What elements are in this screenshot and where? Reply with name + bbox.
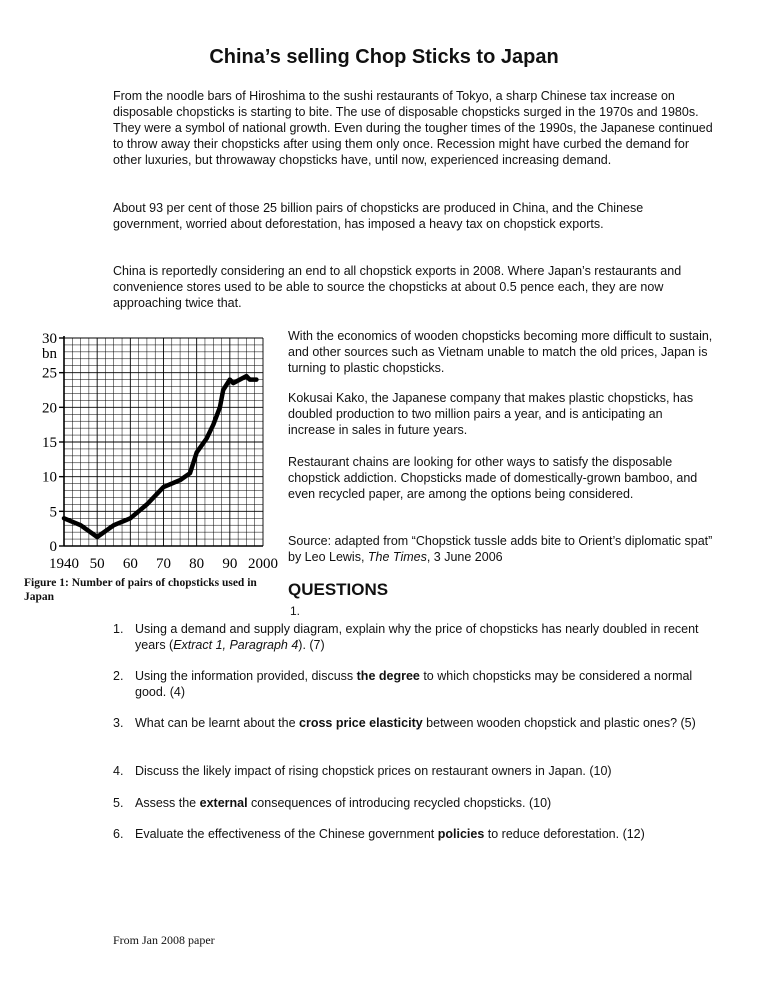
question-item [113, 763, 713, 779]
question-number: 4. [113, 764, 124, 778]
plastic-paragraph: With the economics of wooden chopsticks becoming more difficult to sustain, and other sources such as Vietnam unable to match the old prices, Japan is turning to plastic chopsticks. [288, 329, 713, 375]
y-tick-label: 0 [49, 539, 57, 555]
intro-paragraph: From the noodle bars of Hiroshima to the sushi restaurants of Tokyo, a sharp Chinese tax increase on disposable chopsticks is starting to bite. The use of disposable chopsticks surged in the 1970s and 1980s. They were a symbol of national growth. Even during the tougher times of the 1990s, the Japanese continued to throw away their chopsticks after using them only once. Recession might have curbed the demand for other luxuries, but throwaway chopsticks have, until now, experienced increasing demand. [113, 89, 713, 167]
x-tick-label: 70 [156, 556, 171, 572]
question-number: 5. [113, 796, 124, 810]
footer-note: From Jan 2008 paper [113, 933, 215, 947]
question-text: Discuss the likely impact of rising chopstick prices on restaurant owners in Japan. (10) [135, 764, 612, 778]
chart-axes [59, 336, 263, 546]
question-text: Assess the external consequences of introducing recycled chopsticks. (10) [135, 796, 552, 810]
question-item [113, 826, 713, 842]
x-tick-label: 1940 [49, 556, 79, 572]
x-tick-label: 60 [122, 556, 138, 572]
question-item [113, 715, 713, 731]
question-item [113, 795, 713, 811]
y-tick-label: 25 [42, 365, 57, 382]
y-tick-label: 30 [42, 331, 57, 347]
x-tick-label: 80 [189, 556, 205, 572]
source-citation: Source: adapted from “Chopstick tussle adds bite to Orient’s diplomatic spat” by Leo Lewis, The Times, 3 June 2006 [288, 534, 713, 564]
question-number: 6. [113, 827, 124, 841]
question-text: Evaluate the effectiveness of the Chinese government policies to reduce deforestation. (12) [135, 827, 645, 841]
question-text: Using the information provided, discuss the degree to which chopsticks may be considered a normal good. (4) [135, 669, 693, 699]
question-item [113, 621, 713, 653]
x-tick-label: 90 [222, 556, 238, 572]
question-number: 2. [113, 669, 124, 683]
publication-name: The Times [367, 550, 427, 564]
production-paragraph: About 93 per cent of those 25 billion pairs of chopsticks are produced in China, and the Chinese government, worried about deforestation, has imposed a heavy tax on chopstick exports. [113, 201, 644, 231]
stray-list-number: 1. [290, 604, 301, 618]
y-tick-label: 20 [42, 400, 57, 417]
y-tick-label: 15 [42, 435, 57, 451]
page-title: China’s selling Chop Sticks to Japan [209, 46, 559, 68]
x-tick-label: 50 [89, 556, 105, 572]
y-tick-label: 5 [49, 504, 57, 521]
y-tick-label: 10 [42, 469, 57, 486]
chart-tick-labels [42, 331, 278, 572]
y-unit-label: bn [42, 346, 57, 362]
export-paragraph: China is reportedly considering an end to all chopstick exports in 2008. Where Japan’s restaurants and convenience stores used to be able to source the chopsticks at about 0.5 pence each, they are now approaching twice that. [113, 264, 682, 310]
question-text: What can be learnt about the cross price elasticity between wooden chopstick and plastic ones? (5) [135, 716, 696, 730]
question-number: 3. [113, 716, 124, 730]
question-text: Using a demand and supply diagram, explain why the price of chopsticks has nearly doubled in recent years (Extract 1, Paragraph 4). (7) [135, 622, 699, 652]
question-number: 1. [113, 622, 124, 636]
x-tick-label: 2000 [248, 556, 278, 572]
kokusai-paragraph: Kokusai Kako, the Japanese company that makes plastic chopsticks, has doubled production to two million pairs a year, and is anticipating an increase in sales in future years. [288, 391, 694, 437]
chopstick-usage-chart [20, 326, 280, 576]
chart-grid [64, 338, 263, 546]
figure-caption: Figure 1: Number of pairs of chopsticks used in Japan [24, 577, 257, 603]
questions-heading: QUESTIONS [288, 580, 389, 599]
question-item [113, 668, 713, 700]
restaurant-paragraph: Restaurant chains are looking for other ways to satisfy the disposable chopstick addiction. Chopsticks made of domestically-grown bamboo, and even recycled paper, are among the options being considered. [288, 455, 698, 501]
